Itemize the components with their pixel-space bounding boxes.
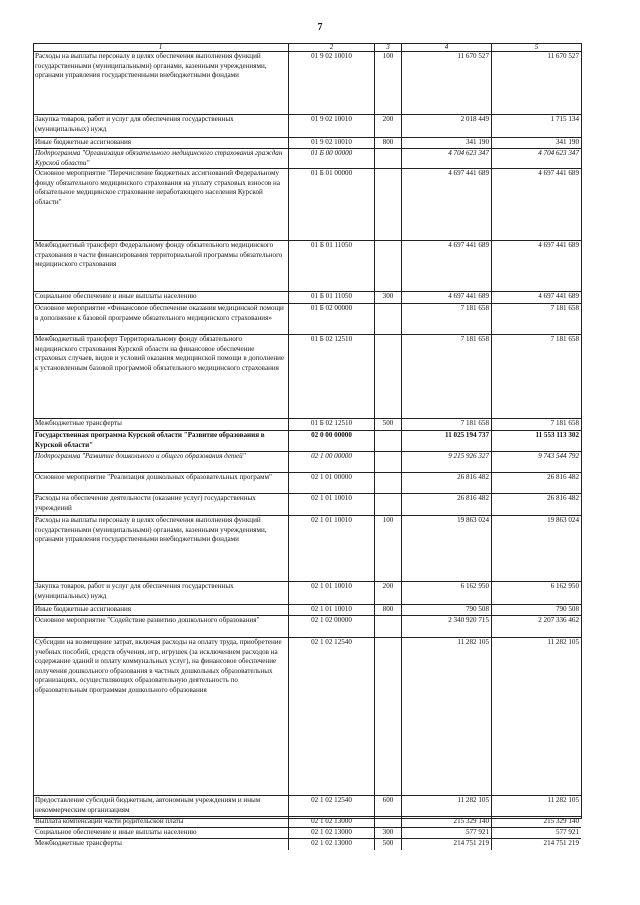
amount-year-1: 19 863 024 bbox=[401, 516, 491, 581]
expense-type: 300 bbox=[374, 828, 401, 838]
budget-table bbox=[33, 43, 582, 847]
amount-year-1: 214 751 219 bbox=[401, 839, 491, 850]
amount-year-1: 7 181 658 bbox=[401, 419, 491, 430]
row-description: Межбюджетный трансферт Федеральному фонду обязательного медицинского страхования в части финансирования территориальной программы обязательного медицинского страхования bbox=[35, 241, 283, 269]
row-description: Закупка товаров, работ и услуг для обеспечения государственных (муниципальных) нужд bbox=[35, 115, 234, 133]
amount-year-2: 2 207 336 462 bbox=[491, 616, 581, 637]
budget-code: 01 Б 00 00000 bbox=[288, 149, 374, 168]
column-header: 5 bbox=[491, 44, 581, 51]
budget-code: 02 1 01 00000 bbox=[288, 473, 374, 493]
table-row bbox=[34, 241, 581, 292]
amount-year-2: 4 697 441 689 bbox=[491, 241, 581, 291]
table-row bbox=[34, 431, 581, 452]
budget-code: 01 9 02 10010 bbox=[288, 138, 374, 148]
amount-year-1: 4 697 441 689 bbox=[401, 169, 491, 240]
budget-code: 01 9 02 10010 bbox=[288, 52, 374, 114]
table-row bbox=[34, 149, 581, 169]
amount-year-1: 577 921 bbox=[401, 828, 491, 838]
table-row bbox=[34, 605, 581, 616]
table-row bbox=[34, 473, 581, 494]
row-description: Социальное обеспечение и иные выплаты населению bbox=[35, 292, 197, 300]
table-row bbox=[34, 638, 581, 796]
column-header: 1 bbox=[158, 44, 163, 51]
expense-type: 800 bbox=[374, 138, 401, 148]
amount-year-2: 11 282 105 bbox=[491, 796, 581, 816]
budget-code: 01 Б 02 12510 bbox=[288, 335, 374, 418]
row-description: Межбюджетный трансферт Территориальному фонду обязательного медицинского страхования Курской области на финансовое обеспечение страховых случаев, видов и условий оказания медицинской помощи в дополнение к установленным базовой программой обязательного медицинского страхования bbox=[35, 335, 285, 372]
table-row bbox=[34, 616, 581, 638]
budget-code: 02 1 02 13000 bbox=[288, 817, 374, 827]
expense-type bbox=[374, 304, 401, 334]
amount-year-1: 11 670 527 bbox=[401, 52, 491, 114]
expense-type bbox=[374, 335, 401, 418]
expense-type: 200 bbox=[374, 582, 401, 604]
table-row bbox=[34, 817, 581, 828]
page-number: 7 bbox=[317, 22, 323, 33]
table-row bbox=[34, 169, 581, 241]
expense-type bbox=[374, 817, 401, 827]
budget-code: 02 1 02 13000 bbox=[288, 839, 374, 850]
amount-year-1: 7 181 658 bbox=[401, 335, 491, 418]
row-description: Расходы на выплаты персоналу в целях обеспечения выполнения функций государственными (муниципальными) органами, казенными учреждениями, органами управления государственными внебюджетными фондами bbox=[35, 52, 267, 80]
table-row bbox=[34, 52, 581, 115]
amount-year-1: 4 704 623 347 bbox=[401, 149, 491, 168]
table-row bbox=[34, 452, 581, 473]
expense-type bbox=[374, 494, 401, 515]
amount-year-2: 6 162 950 bbox=[491, 582, 581, 604]
amount-year-1: 11 282 105 bbox=[401, 796, 491, 816]
budget-code: 02 1 02 12540 bbox=[288, 638, 374, 795]
amount-year-2: 19 863 024 bbox=[491, 516, 581, 581]
amount-year-1: 7 181 658 bbox=[401, 304, 491, 334]
table-row bbox=[34, 494, 581, 516]
row-description: Межбюджетные трансферты bbox=[35, 419, 122, 427]
budget-code: 01 Б 01 11050 bbox=[288, 292, 374, 303]
amount-year-2: 4 704 623 347 bbox=[491, 149, 581, 168]
budget-code: 02 1 01 10010 bbox=[288, 494, 374, 515]
amount-year-2: 11 282 105 bbox=[491, 638, 581, 795]
expense-type bbox=[374, 431, 401, 451]
table-row bbox=[34, 828, 581, 839]
budget-code: 02 1 01 10010 bbox=[288, 605, 374, 615]
table-row bbox=[34, 516, 581, 582]
amount-year-1: 341 190 bbox=[401, 138, 491, 148]
row-description: Государственная программа Курской области "Развитие образования в Курской области" bbox=[35, 431, 265, 449]
table-row bbox=[34, 138, 581, 149]
row-description: Межбюджетные трансферты bbox=[35, 839, 122, 847]
amount-year-2: 1 715 134 bbox=[491, 115, 581, 137]
amount-year-2: 7 181 658 bbox=[491, 419, 581, 430]
amount-year-2: 7 181 658 bbox=[491, 304, 581, 334]
amount-year-2: 577 921 bbox=[491, 828, 581, 838]
amount-year-1: 4 697 441 689 bbox=[401, 241, 491, 291]
amount-year-1: 2 340 920 715 bbox=[401, 616, 491, 637]
budget-code: 02 1 01 10010 bbox=[288, 582, 374, 604]
amount-year-1: 6 162 950 bbox=[401, 582, 491, 604]
table-header-row bbox=[34, 44, 581, 52]
row-description: Расходы на выплаты персоналу в целях обеспечения выполнения функций государственными (муниципальными) органами, казенными учреждениями, органами управления государственными внебюджетными фондами bbox=[35, 516, 267, 544]
expense-type: 200 bbox=[374, 115, 401, 137]
expense-type: 100 bbox=[374, 52, 401, 114]
amount-year-1: 11 282 105 bbox=[401, 638, 491, 795]
expense-type bbox=[374, 169, 401, 240]
row-description: Выплата компенсации части родительской платы bbox=[35, 817, 184, 825]
expense-type: 500 bbox=[374, 419, 401, 430]
expense-type bbox=[374, 241, 401, 291]
expense-type: 800 bbox=[374, 605, 401, 615]
expense-type bbox=[374, 452, 401, 472]
budget-code: 02 0 00 00000 bbox=[288, 431, 374, 451]
row-description: Закупка товаров, работ и услуг для обеспечения государственных (муниципальных) нужд bbox=[35, 582, 234, 600]
expense-type: 600 bbox=[374, 796, 401, 816]
expense-type: 100 bbox=[374, 516, 401, 581]
amount-year-1: 9 215 926 327 bbox=[401, 452, 491, 472]
budget-code: 02 1 02 00000 bbox=[288, 616, 374, 637]
row-description: Субсидии на возмещение затрат, включая расходы на оплату труда, приобретение учебных пособий, средств обучения, игр, игрушек (за исключением расходов на содержание зданий и оплату коммунальных услуг), на финансовое обеспечение получения дошкольного образования в частных дошкольных образовательных организациях, осуществляющих образовательную деятельность по образовательным программам дошкольного образования bbox=[35, 638, 282, 694]
budget-code: 01 9 02 10010 bbox=[288, 115, 374, 137]
row-description: Подпрограмма "Организация обязательного медицинского страхования граждан Курской области" bbox=[35, 149, 283, 167]
amount-year-2: 26 816 482 bbox=[491, 473, 581, 493]
amount-year-1: 11 025 194 737 bbox=[401, 431, 491, 451]
amount-year-2: 7 181 658 bbox=[491, 335, 581, 418]
row-description: Социальное обеспечение и иные выплаты населению bbox=[35, 828, 197, 836]
amount-year-2: 4 697 441 689 bbox=[491, 292, 581, 303]
expense-type: 500 bbox=[374, 839, 401, 850]
amount-year-1: 26 816 482 bbox=[401, 494, 491, 515]
amount-year-2: 215 329 140 bbox=[491, 817, 581, 827]
column-header: 2 bbox=[288, 44, 374, 51]
amount-year-2: 341 190 bbox=[491, 138, 581, 148]
table-row bbox=[34, 335, 581, 419]
table-row bbox=[34, 419, 581, 431]
table-row bbox=[34, 582, 581, 605]
amount-year-2: 214 751 219 bbox=[491, 839, 581, 850]
row-description: Основное мероприятие «Финансовое обеспечение оказания медицинской помощи в дополнение к базовой программе обязательного медицинского страхования» bbox=[35, 304, 284, 322]
row-description: Основное мероприятие "Реализация дошкольных образовательных программ" bbox=[35, 473, 272, 481]
column-header: 3 bbox=[374, 44, 401, 51]
row-description: Иные бюджетные ассигнования bbox=[35, 605, 132, 613]
amount-year-1: 26 816 482 bbox=[401, 473, 491, 493]
table-row bbox=[34, 796, 581, 817]
budget-code: 02 1 01 10010 bbox=[288, 516, 374, 581]
table-row bbox=[34, 839, 581, 850]
amount-year-2: 790 508 bbox=[491, 605, 581, 615]
budget-code: 01 Б 01 11050 bbox=[288, 241, 374, 291]
column-header: 4 bbox=[401, 44, 491, 51]
row-description: Расходы на обеспечение деятельности (оказание услуг) государственных учреждений bbox=[35, 494, 256, 512]
expense-type: 300 bbox=[374, 292, 401, 303]
budget-code: 01 Б 02 12510 bbox=[288, 419, 374, 430]
row-description: Основное мероприятие "Перечисление бюджетных ассигнований Федеральному фонду обязательного медицинского страхования на уплату страховых взносов на обязательное медицинское страхование неработающего населения Курской области" bbox=[35, 169, 280, 206]
expense-type bbox=[374, 616, 401, 637]
expense-type bbox=[374, 473, 401, 493]
budget-code: 01 Б 02 00000 bbox=[288, 304, 374, 334]
amount-year-2: 9 743 544 792 bbox=[491, 452, 581, 472]
budget-code: 02 1 00 00000 bbox=[288, 452, 374, 472]
row-description: Иные бюджетные ассигнования bbox=[35, 138, 132, 146]
amount-year-1: 2 018 449 bbox=[401, 115, 491, 137]
amount-year-2: 11 553 113 302 bbox=[491, 431, 581, 451]
amount-year-2: 11 670 527 bbox=[491, 52, 581, 114]
table-row bbox=[34, 292, 581, 304]
table-row bbox=[34, 115, 581, 138]
amount-year-1: 4 697 441 689 bbox=[401, 292, 491, 303]
table-row bbox=[34, 304, 581, 335]
row-description: Предоставление субсидий бюджетным, автономным учреждениям и иным некоммерческим организациям bbox=[35, 796, 261, 814]
expense-type bbox=[374, 638, 401, 795]
budget-code: 02 1 02 12540 bbox=[288, 796, 374, 816]
expense-type bbox=[374, 149, 401, 168]
amount-year-1: 790 508 bbox=[401, 605, 491, 615]
amount-year-1: 215 329 140 bbox=[401, 817, 491, 827]
row-description: Основное мероприятие "Содействие развитию дошкольного образования" bbox=[35, 616, 260, 624]
budget-code: 01 Б 01 00000 bbox=[288, 169, 374, 240]
amount-year-2: 4 697 441 689 bbox=[491, 169, 581, 240]
row-description: Подпрограмма "Развитие дошкольного и общего образования детей" bbox=[35, 452, 246, 460]
amount-year-2: 26 816 482 bbox=[491, 494, 581, 515]
budget-code: 02 1 02 13000 bbox=[288, 828, 374, 838]
